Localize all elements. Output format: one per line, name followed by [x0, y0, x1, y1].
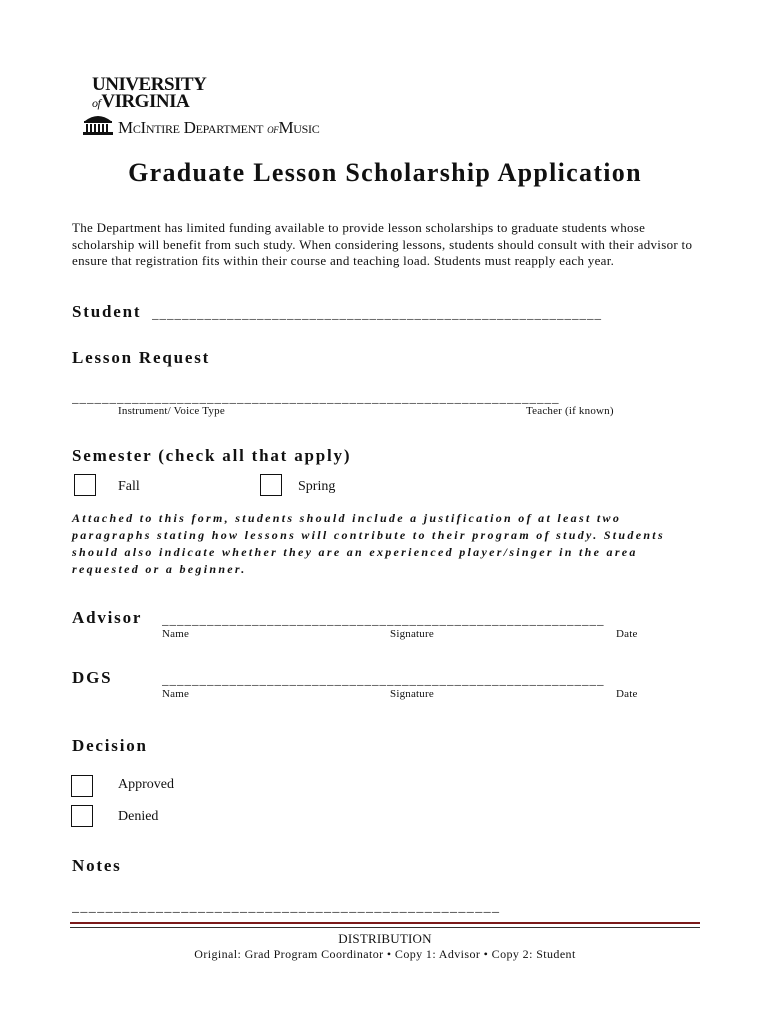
- denied-label: Denied: [118, 809, 159, 824]
- teacher-caption: Teacher (if known): [526, 405, 614, 417]
- dgs-name-caption: Name: [162, 688, 190, 700]
- intro-paragraph: The Department has limited funding available to provide lesson scholarships to graduate students whose scholarship will benefit from such study. When considering lessons, students should consult with their advisor to ensure that registration fits within their course and teaching load. Students must reapply each year.: [72, 220, 693, 268]
- logo-music: Music: [278, 118, 320, 137]
- fall-checkbox[interactable]: [74, 474, 96, 496]
- advisor-label: Advisor: [72, 608, 143, 627]
- decision-label: Decision: [72, 736, 148, 755]
- footer-divider-accent: [70, 922, 700, 924]
- spring-checkbox[interactable]: [260, 474, 282, 496]
- advisor-date-caption: Date: [616, 628, 638, 640]
- lesson-request-field[interactable]: _________________________________________________________________: [72, 390, 560, 405]
- advisor-signature-field[interactable]: ___________________________________________________________: [162, 612, 605, 627]
- rotunda-logo-icon: [82, 112, 114, 136]
- instrument-caption: Instrument/ Voice Type: [118, 405, 225, 417]
- semester-label: Semester (check all that apply): [72, 446, 352, 465]
- denied-checkbox[interactable]: [71, 805, 93, 827]
- dgs-label: DGS: [72, 668, 113, 687]
- dgs-date-caption: Date: [616, 688, 638, 700]
- student-name-field[interactable]: ____________________________________________________________: [152, 306, 602, 321]
- approved-checkbox[interactable]: [71, 775, 93, 797]
- student-label: Student: [72, 302, 142, 321]
- spring-label: Spring: [298, 479, 336, 494]
- approved-label: Approved: [118, 777, 174, 792]
- footer-divider: [70, 927, 700, 928]
- page-title: Graduate Lesson Scholarship Application: [128, 158, 642, 187]
- logo-virginia: VIRGINIA: [101, 91, 190, 112]
- logo-department-of: of: [267, 121, 279, 136]
- logo-university: UNIVERSITY: [92, 74, 207, 95]
- dgs-signature-field[interactable]: ___________________________________________________________: [162, 672, 605, 687]
- advisor-signature-caption: Signature: [390, 628, 434, 640]
- lesson-request-label: Lesson Request: [72, 348, 211, 367]
- university-wordmark: [92, 76, 206, 112]
- dgs-signature-caption: Signature: [390, 688, 434, 700]
- distribution-title: DISTRIBUTION: [338, 931, 432, 946]
- logo-of: of: [92, 96, 101, 110]
- logo-department: McIntire Department: [118, 118, 264, 137]
- department-wordmark: [118, 118, 319, 138]
- notes-label: Notes: [72, 856, 122, 875]
- advisor-name-caption: Name: [162, 628, 190, 640]
- fall-label: Fall: [118, 479, 140, 494]
- distribution-list: Original: Grad Program Coordinator • Copy 1: Advisor • Copy 2: Student: [194, 947, 576, 961]
- attachment-instructions: Attached to this form, students should include a justification of at least two paragraphs stating how lessons will contribute to their program of study. Students should also indicate whether they are an experienced player/singer in the area requested or a beginner.: [72, 511, 665, 576]
- notes-field[interactable]: ___________________________________________________: [72, 900, 501, 915]
